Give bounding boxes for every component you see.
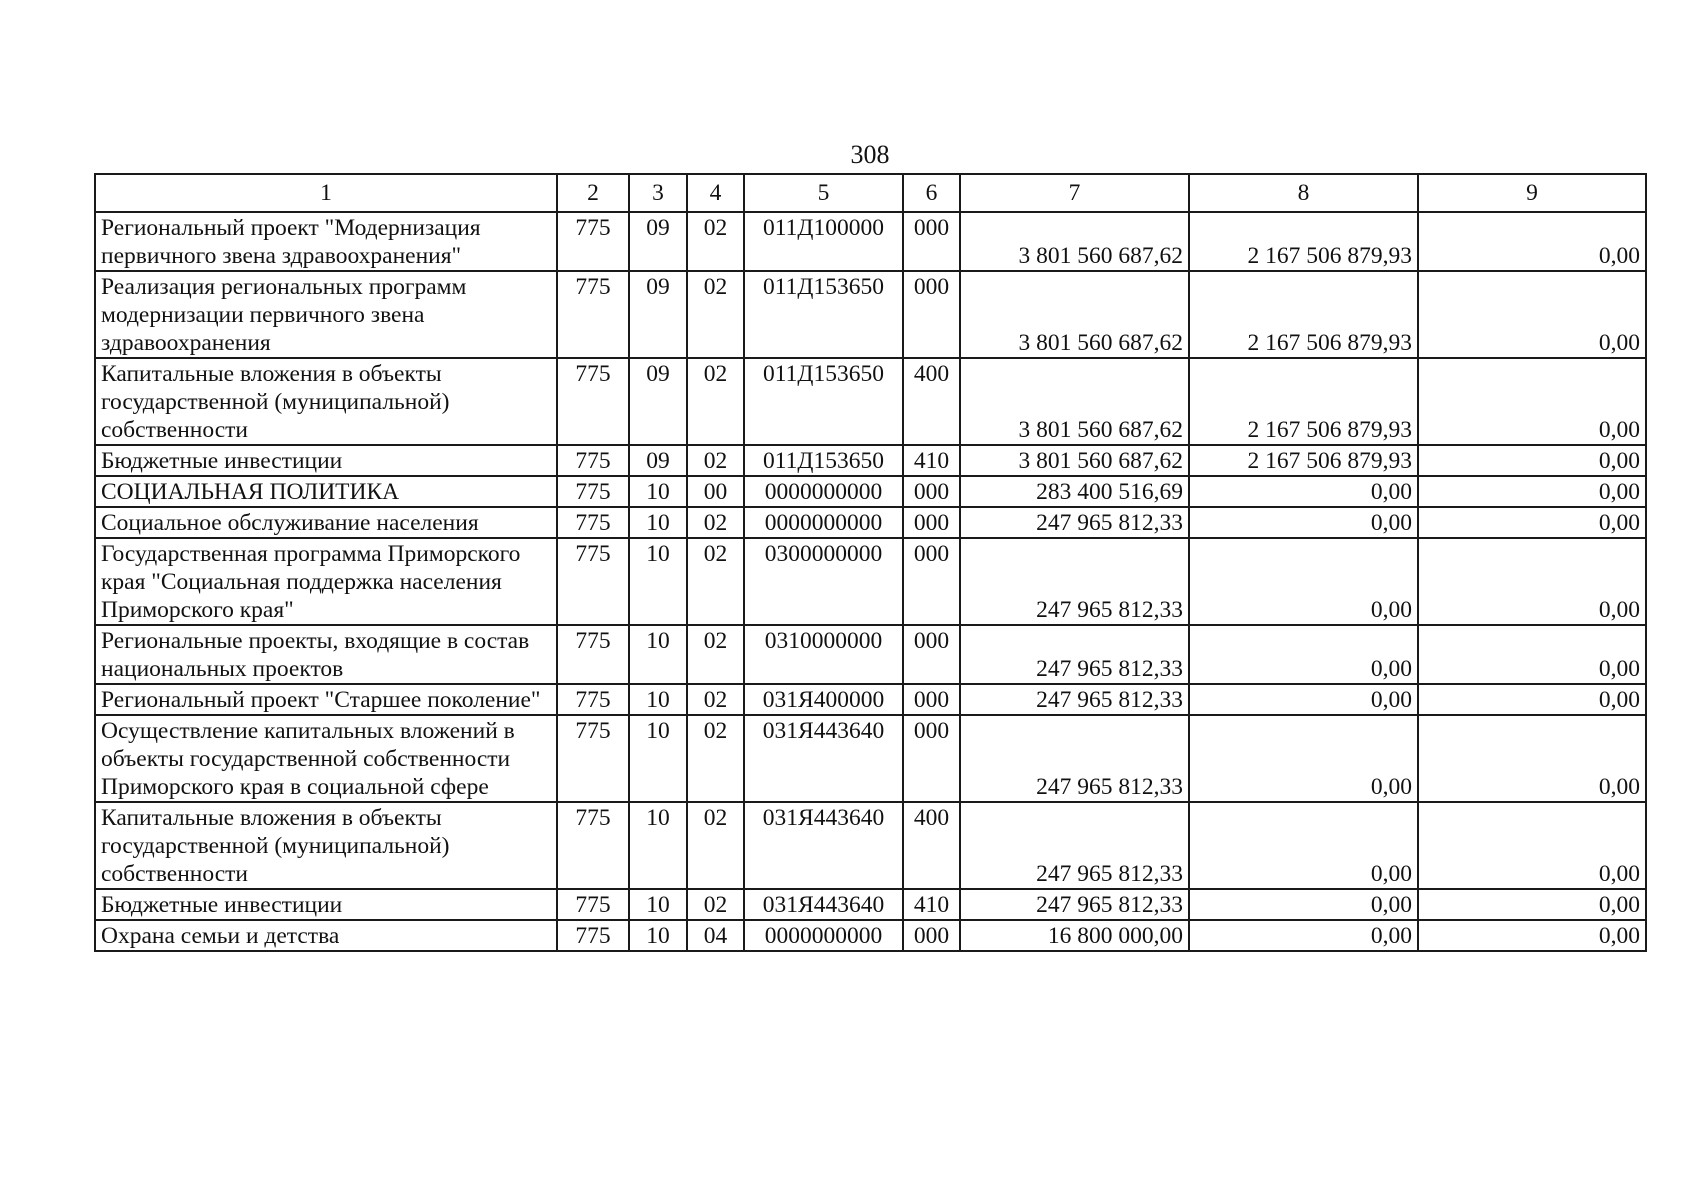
expense-type-cell: 000 — [903, 476, 960, 507]
code-cell: 775 — [557, 920, 629, 951]
amount-cell: 2 167 506 879,93 — [1189, 212, 1418, 271]
row-name-cell: СОЦИАЛЬНАЯ ПОЛИТИКА — [95, 476, 557, 507]
code-cell: 775 — [557, 445, 629, 476]
page-number: 308 — [850, 140, 890, 169]
table-row — [95, 476, 1646, 507]
table-row — [95, 684, 1646, 715]
target-article-cell: 011Д100000 — [744, 212, 903, 271]
amount-cell: 3 801 560 687,62 — [960, 445, 1189, 476]
amount-cell: 283 400 516,69 — [960, 476, 1189, 507]
amount-cell: 3 801 560 687,62 — [960, 358, 1189, 445]
row-name-cell: Региональный проект "Старшее поколение" — [95, 684, 557, 715]
amount-cell: 0,00 — [1418, 212, 1646, 271]
amount-cell: 0,00 — [1189, 802, 1418, 889]
expense-type-cell: 410 — [903, 889, 960, 920]
target-article-cell: 0300000000 — [744, 538, 903, 625]
table-row — [95, 507, 1646, 538]
column-header: 3 — [629, 174, 687, 212]
amount-cell: 0,00 — [1418, 271, 1646, 358]
amount-cell: 0,00 — [1418, 358, 1646, 445]
subsection-cell: 02 — [687, 684, 744, 715]
amount-cell: 247 965 812,33 — [960, 625, 1189, 684]
amount-cell: 2 167 506 879,93 — [1189, 358, 1418, 445]
section-cell: 10 — [629, 684, 687, 715]
code-cell: 775 — [557, 271, 629, 358]
row-name-cell: Охрана семьи и детства — [95, 920, 557, 951]
target-article-cell: 0000000000 — [744, 476, 903, 507]
subsection-cell: 02 — [687, 538, 744, 625]
target-article-cell: 011Д153650 — [744, 445, 903, 476]
amount-cell: 2 167 506 879,93 — [1189, 445, 1418, 476]
expense-type-cell: 400 — [903, 802, 960, 889]
amount-cell: 0,00 — [1189, 476, 1418, 507]
row-name-cell: Капитальные вложения в объекты государственной (муниципальной) собственности — [95, 802, 557, 889]
target-article-cell: 0310000000 — [744, 625, 903, 684]
subsection-cell: 02 — [687, 715, 744, 802]
row-name-cell: Бюджетные инвестиции — [95, 889, 557, 920]
column-header: 4 — [687, 174, 744, 212]
table-row — [95, 715, 1646, 802]
amount-cell: 3 801 560 687,62 — [960, 212, 1189, 271]
expense-type-cell: 000 — [903, 920, 960, 951]
row-name-cell: Осуществление капитальных вложений в объекты государственной собственности Приморского края в социальной сфере — [95, 715, 557, 802]
amount-cell: 0,00 — [1418, 684, 1646, 715]
code-cell: 775 — [557, 802, 629, 889]
target-article-cell: 031Я400000 — [744, 684, 903, 715]
subsection-cell: 00 — [687, 476, 744, 507]
table-row — [95, 445, 1646, 476]
amount-cell: 247 965 812,33 — [960, 684, 1189, 715]
target-article-cell: 0000000000 — [744, 507, 903, 538]
table-row — [95, 625, 1646, 684]
code-cell: 775 — [557, 715, 629, 802]
row-name-cell: Реализация региональных программ модернизации первичного звена здравоохранения — [95, 271, 557, 358]
code-cell: 775 — [557, 538, 629, 625]
amount-cell: 2 167 506 879,93 — [1189, 271, 1418, 358]
target-article-cell: 011Д153650 — [744, 358, 903, 445]
target-article-cell: 031Я443640 — [744, 802, 903, 889]
subsection-cell: 02 — [687, 889, 744, 920]
column-header: 9 — [1418, 174, 1646, 212]
subsection-cell: 02 — [687, 625, 744, 684]
row-name-cell: Социальное обслуживание населения — [95, 507, 557, 538]
table-row — [95, 538, 1646, 625]
code-cell: 775 — [557, 889, 629, 920]
expense-type-cell: 000 — [903, 507, 960, 538]
section-cell: 10 — [629, 538, 687, 625]
amount-cell: 0,00 — [1418, 715, 1646, 802]
subsection-cell: 02 — [687, 358, 744, 445]
column-header: 7 — [960, 174, 1189, 212]
column-header: 6 — [903, 174, 960, 212]
table-row — [95, 802, 1646, 889]
code-cell: 775 — [557, 625, 629, 684]
subsection-cell: 02 — [687, 271, 744, 358]
amount-cell: 0,00 — [1418, 507, 1646, 538]
expense-type-cell: 000 — [903, 625, 960, 684]
code-cell: 775 — [557, 476, 629, 507]
code-cell: 775 — [557, 684, 629, 715]
amount-cell: 3 801 560 687,62 — [960, 271, 1189, 358]
expense-type-cell: 000 — [903, 715, 960, 802]
amount-cell: 0,00 — [1189, 625, 1418, 684]
table-row — [95, 889, 1646, 920]
budget-table — [94, 173, 1647, 952]
subsection-cell: 02 — [687, 507, 744, 538]
target-article-cell: 031Я443640 — [744, 715, 903, 802]
column-header: 8 — [1189, 174, 1418, 212]
expense-type-cell: 000 — [903, 684, 960, 715]
subsection-cell: 04 — [687, 920, 744, 951]
amount-cell: 0,00 — [1189, 538, 1418, 625]
amount-cell: 247 965 812,33 — [960, 715, 1189, 802]
section-cell: 10 — [629, 476, 687, 507]
expense-type-cell: 000 — [903, 271, 960, 358]
subsection-cell: 02 — [687, 802, 744, 889]
section-cell: 09 — [629, 358, 687, 445]
row-name-cell: Бюджетные инвестиции — [95, 445, 557, 476]
amount-cell: 16 800 000,00 — [960, 920, 1189, 951]
amount-cell: 0,00 — [1418, 476, 1646, 507]
expense-type-cell: 000 — [903, 538, 960, 625]
expense-type-cell: 400 — [903, 358, 960, 445]
amount-cell: 0,00 — [1189, 889, 1418, 920]
row-name-cell: Региональный проект "Модернизация первичного звена здравоохранения" — [95, 212, 557, 271]
code-cell: 775 — [557, 507, 629, 538]
subsection-cell: 02 — [687, 445, 744, 476]
target-article-cell: 031Я443640 — [744, 889, 903, 920]
amount-cell: 0,00 — [1418, 920, 1646, 951]
amount-cell: 0,00 — [1189, 684, 1418, 715]
section-cell: 10 — [629, 507, 687, 538]
column-header: 5 — [744, 174, 903, 212]
section-cell: 09 — [629, 212, 687, 271]
section-cell: 09 — [629, 445, 687, 476]
row-name-cell: Государственная программа Приморского края "Социальная поддержка населения Приморского края" — [95, 538, 557, 625]
table-row — [95, 271, 1646, 358]
amount-cell: 0,00 — [1418, 802, 1646, 889]
amount-cell: 0,00 — [1418, 625, 1646, 684]
expense-type-cell: 000 — [903, 212, 960, 271]
amount-cell: 247 965 812,33 — [960, 802, 1189, 889]
amount-cell: 247 965 812,33 — [960, 507, 1189, 538]
target-article-cell: 0000000000 — [744, 920, 903, 951]
table-row — [95, 920, 1646, 951]
amount-cell: 0,00 — [1418, 889, 1646, 920]
table-header-row — [95, 174, 1646, 212]
section-cell: 10 — [629, 802, 687, 889]
code-cell: 775 — [557, 358, 629, 445]
amount-cell: 247 965 812,33 — [960, 538, 1189, 625]
column-header: 1 — [95, 174, 557, 212]
column-header: 2 — [557, 174, 629, 212]
section-cell: 09 — [629, 271, 687, 358]
section-cell: 10 — [629, 889, 687, 920]
section-cell: 10 — [629, 715, 687, 802]
table-row — [95, 212, 1646, 271]
amount-cell: 0,00 — [1189, 715, 1418, 802]
table-row — [95, 358, 1646, 445]
expense-type-cell: 410 — [903, 445, 960, 476]
amount-cell: 0,00 — [1418, 445, 1646, 476]
subsection-cell: 02 — [687, 212, 744, 271]
section-cell: 10 — [629, 920, 687, 951]
section-cell: 10 — [629, 625, 687, 684]
code-cell: 775 — [557, 212, 629, 271]
row-name-cell: Капитальные вложения в объекты государственной (муниципальной) собственности — [95, 358, 557, 445]
row-name-cell: Региональные проекты, входящие в состав национальных проектов — [95, 625, 557, 684]
target-article-cell: 011Д153650 — [744, 271, 903, 358]
amount-cell: 0,00 — [1418, 538, 1646, 625]
amount-cell: 247 965 812,33 — [960, 889, 1189, 920]
amount-cell: 0,00 — [1189, 920, 1418, 951]
amount-cell: 0,00 — [1189, 507, 1418, 538]
